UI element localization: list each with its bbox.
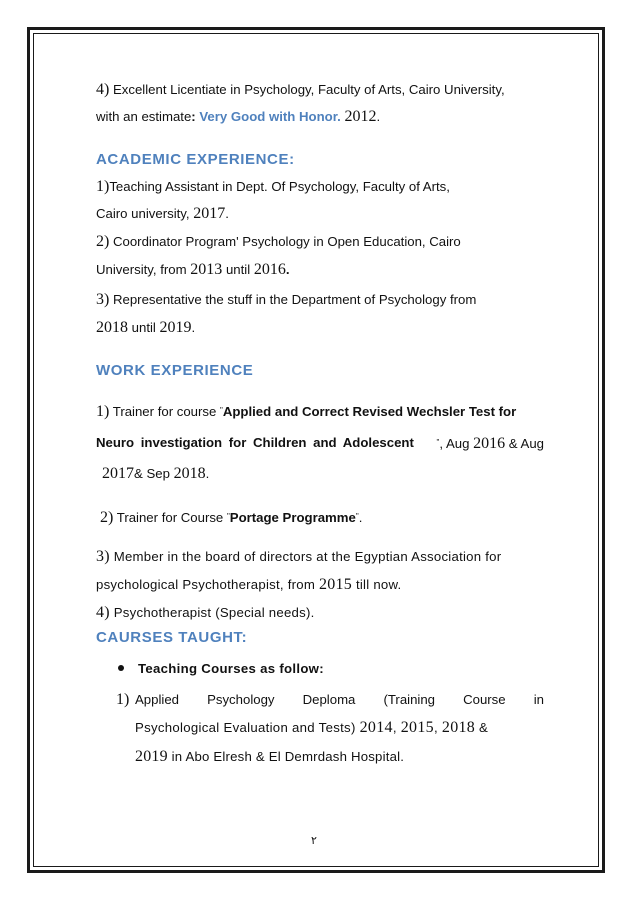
work-item-2: 2) Trainer for Course "Portage Programme". (100, 509, 363, 526)
academic-experience-heading: ACADEMIC EXPERIENCE: (96, 151, 295, 168)
academic-item-2-line-2: University, from 2013 until 2016. (96, 261, 290, 278)
work-item-3-line-2: psychological Psychotherapist, from 2015 till now. (96, 576, 402, 593)
academic-item-2-line-1: 2) Coordinator Program' Psychology in Open Education, Cairo (96, 233, 461, 250)
teaching-courses-bullet: Teaching Courses as follow: (118, 661, 324, 676)
courses-taught-heading: CAURSES TAUGHT: (96, 629, 248, 646)
work-item-3-line-1: 3) Member in the board of directors at the Egyptian Association for (96, 548, 502, 565)
work-item-1-line-1: 1) Trainer for course "Applied and Correct Revised Wechsler Test for (96, 403, 517, 420)
grade-text: Very Good with Honor. (199, 109, 341, 124)
course-item-1-line-3: 2019 in Abo Elresh & El Demrdash Hospital. (135, 748, 405, 765)
academic-item-1-line-1: 1)Teaching Assistant in Dept. Of Psychology, Faculty of Arts, (96, 178, 450, 195)
academic-item-1-line-2: Cairo university, 2017. (96, 205, 229, 222)
work-item-4: 4) Psychotherapist (Special needs). (96, 604, 315, 621)
bullet-dot-icon (118, 665, 124, 671)
education-item-4-line-2: with an estimate: Very Good with Honor. 2012. (96, 108, 381, 125)
course-item-1-number: 1) (116, 691, 130, 708)
academic-item-3-line-1: 3) Representative the stuff in the Department of Psychology from (96, 291, 477, 308)
page-number: ٢ (311, 834, 317, 847)
work-experience-heading: WORK EXPERIENCE (96, 362, 254, 379)
course-title-wechsler: Applied and Correct Revised Wechsler Test for (222, 404, 517, 419)
course-item-1-line-2: Psychological Evaluation and Tests) 2014, 2015, 2018 & (135, 719, 489, 736)
work-item-1-line-3: 2017& Sep 2018. (102, 465, 210, 482)
course-title-portage: Portage Programme (229, 510, 356, 525)
work-item-1-line-2: Neuro investigation for Children and Adolescent ", Aug 2016 & Aug (96, 435, 544, 452)
education-item-4-line-1: 4) Excellent Licentiate in Psychology, Faculty of Arts, Cairo University, (96, 81, 505, 98)
course-item-1-line-1: Applied Psychology Deploma (Training Course in (135, 692, 544, 707)
academic-item-3-line-2: 2018 until 2019. (96, 319, 196, 336)
